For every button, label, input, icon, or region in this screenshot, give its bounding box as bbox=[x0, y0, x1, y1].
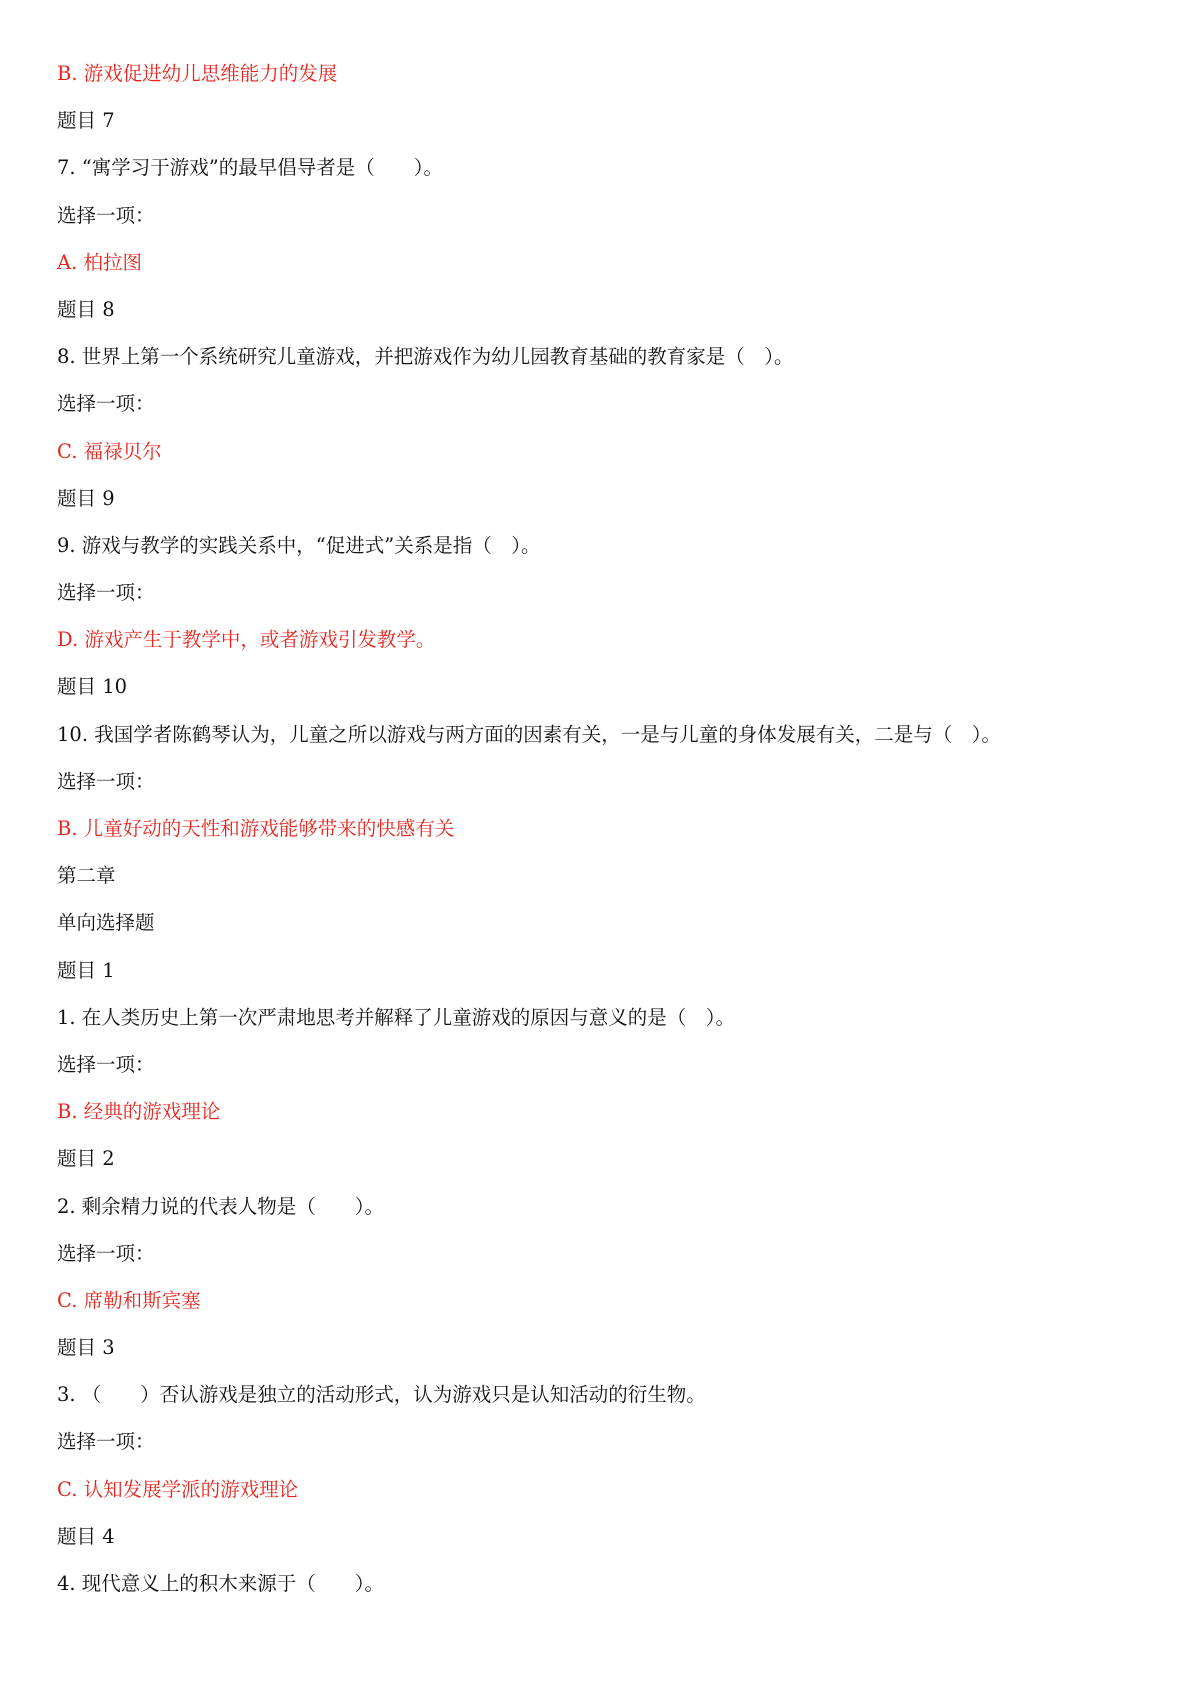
text-line: 选择一项： bbox=[57, 1052, 155, 1076]
text-line: 选择一项： bbox=[57, 1241, 155, 1265]
answer-line: D. 游戏产生于教学中，或者游戏引发教学。 bbox=[57, 628, 436, 652]
answer-line: B. 游戏促进幼儿思维能力的发展 bbox=[57, 62, 338, 85]
answer-line: C. 席勒和斯宾塞 bbox=[57, 1288, 201, 1312]
text-line: 题目 7 bbox=[57, 109, 115, 133]
text-line: 题目 2 bbox=[57, 1147, 115, 1171]
text-line: 题目 9 bbox=[57, 486, 115, 510]
text-line: 3. （ ）否认游戏是独立的活动形式，认为游戏只是认知活动的衍生物。 bbox=[57, 1383, 706, 1407]
text-line: 题目 8 bbox=[57, 297, 115, 321]
text-line: 8. 世界上第一个系统研究儿童游戏，并把游戏作为幼儿园教育基础的教育家是（ ）。 bbox=[57, 345, 794, 369]
text-line: 选择一项： bbox=[57, 203, 155, 227]
document-page bbox=[57, 62, 1137, 1619]
text-line: 4. 现代意义上的积木来源于（ ）。 bbox=[57, 1572, 385, 1595]
text-line: 选择一项： bbox=[57, 769, 155, 793]
text-line: 9. 游戏与教学的实践关系中，“促进式”关系是指（ ）。 bbox=[57, 533, 541, 557]
text-line: 选择一项： bbox=[57, 1430, 155, 1454]
text-line: 10. 我国学者陈鹤琴认为，儿童之所以游戏与两方面的因素有关，一是与儿童的身体发展有关，二是与（ ）。 bbox=[57, 722, 1001, 746]
answer-line: C. 福禄贝尔 bbox=[57, 439, 162, 463]
answer-line: A. 柏拉图 bbox=[57, 250, 142, 274]
text-line: 题目 3 bbox=[57, 1336, 115, 1360]
text-line: 题目 10 bbox=[57, 675, 128, 699]
text-line: 7. “寓学习于游戏”的最早倡导者是（ ）。 bbox=[57, 156, 443, 180]
text-line: 选择一项： bbox=[57, 581, 155, 605]
text-line: 第二章 bbox=[57, 864, 116, 888]
text-line: 1. 在人类历史上第一次严肃地思考并解释了儿童游戏的原因与意义的是（ ）。 bbox=[57, 1005, 736, 1029]
text-line: 选择一项： bbox=[57, 392, 155, 416]
answer-line: B. 儿童好动的天性和游戏能够带来的快感有关 bbox=[57, 817, 455, 840]
text-line: 题目 1 bbox=[57, 958, 115, 982]
answer-line: B. 经典的游戏理论 bbox=[57, 1100, 221, 1124]
text-line: 单向选择题 bbox=[57, 911, 155, 935]
text-line: 2. 剩余精力说的代表人物是（ ）。 bbox=[57, 1194, 385, 1218]
text-line: 题目 4 bbox=[57, 1524, 115, 1548]
answer-line: C. 认知发展学派的游戏理论 bbox=[57, 1477, 299, 1501]
